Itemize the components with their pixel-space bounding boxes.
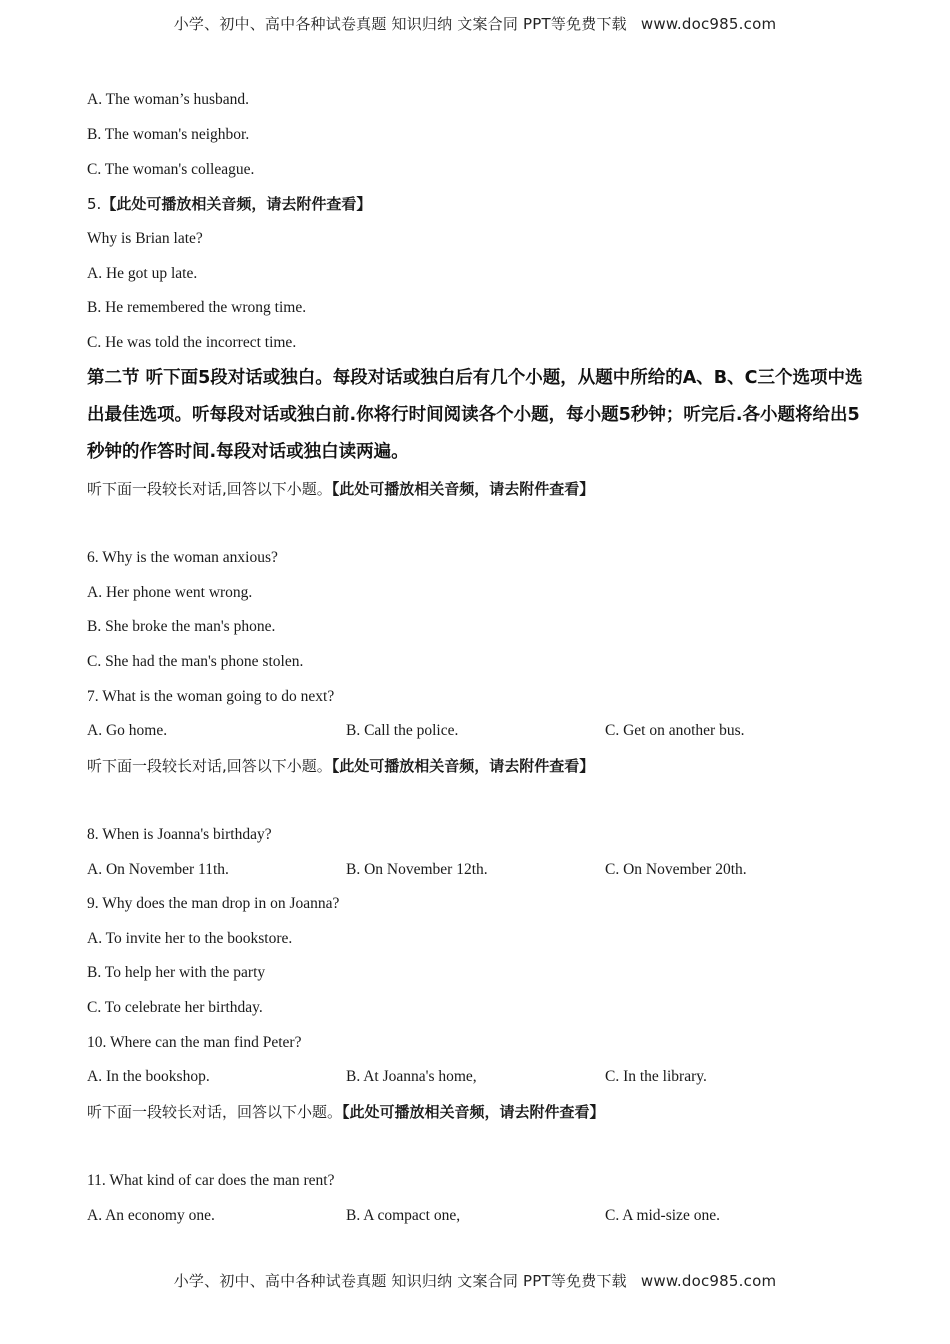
q10-option-b: B. At Joanna's home, xyxy=(346,1068,477,1085)
q5-number: 5. xyxy=(87,195,102,213)
q7-option-a: A. Go home. xyxy=(87,722,168,739)
q7-option-b: B. Call the police. xyxy=(346,722,459,739)
q5-audio-note[interactable]: 【此处可播放相关音频，请去附件查看】 xyxy=(101,195,372,213)
section2-heading: 第二节 听下面5段对话或独白。每段对话或独白后有几个小题，从题中所给的A、B、C三个选项中选出最佳选项。听每段对话或独白前.你将行时间阅读各个小题，每小题5秒钟；听完后.各小题将给出5秒钟的作答时间.每段对话或独白读两遍。 xyxy=(87,368,863,462)
footer-banner xyxy=(0,1270,950,1291)
passage1-audio-note[interactable]: 【此处可播放相关音频，请去附件查看】 xyxy=(331,480,595,498)
q6-option-c: C. She had the man's phone stolen. xyxy=(87,653,304,670)
q8-option-a: A. On November 11th. xyxy=(87,861,229,878)
q6-option-b: B. She broke the man's phone. xyxy=(87,618,276,635)
q8-option-c: C. On November 20th. xyxy=(605,861,747,878)
q9-option-a: A. To invite her to the bookstore. xyxy=(87,930,293,947)
q11-question: 11. What kind of car does the man rent? xyxy=(87,1172,335,1189)
q9-option-b: B. To help her with the party xyxy=(87,964,266,981)
passage2-intro xyxy=(87,756,594,776)
header-banner xyxy=(0,13,950,34)
q11-option-a: A. An economy one. xyxy=(87,1207,215,1224)
q8-question: 8. When is Joanna's birthday? xyxy=(87,826,272,843)
footer-banner-url[interactable]: www.doc985.com xyxy=(640,1272,777,1290)
q4-option-c: C. The woman's colleague. xyxy=(87,161,255,178)
q10-option-c: C. In the library. xyxy=(605,1068,707,1085)
passage1-intro xyxy=(87,479,594,499)
q11-option-b: B. A compact one, xyxy=(346,1207,461,1224)
q9-question: 9. Why does the man drop in on Joanna? xyxy=(87,895,340,912)
banner-text: 小学、初中、高中各种试卷真题 知识归纳 文案合同 PPT等免费下载 xyxy=(173,15,627,33)
passage1-intro-text: 听下面一段较长对话,回答以下小题。 xyxy=(87,480,332,498)
q10-question: 10. Where can the man find Peter? xyxy=(87,1034,302,1051)
q5-option-b: B. He remembered the wrong time. xyxy=(87,299,307,316)
q5-question: Why is Brian late? xyxy=(87,230,203,247)
passage3-intro xyxy=(87,1102,605,1122)
q10-option-a: A. In the bookshop. xyxy=(87,1068,210,1085)
q7-option-c: C. Get on another bus. xyxy=(605,722,745,739)
q9-option-c: C. To celebrate her birthday. xyxy=(87,999,263,1016)
q5-header xyxy=(87,194,371,214)
banner-url[interactable]: www.doc985.com xyxy=(640,15,777,33)
q7-question: 7. What is the woman going to do next? xyxy=(87,688,335,705)
passage2-audio-note[interactable]: 【此处可播放相关音频，请去附件查看】 xyxy=(331,757,595,775)
q4-option-b: B. The woman's neighbor. xyxy=(87,126,250,143)
q6-option-a: A. Her phone went wrong. xyxy=(87,584,253,601)
passage2-intro-text: 听下面一段较长对话,回答以下小题。 xyxy=(87,757,332,775)
q11-option-c: C. A mid-size one. xyxy=(605,1207,720,1224)
q5-option-c: C. He was told the incorrect time. xyxy=(87,334,297,351)
q6-question: 6. Why is the woman anxious? xyxy=(87,549,278,566)
passage3-intro-text: 听下面一段较长对话，回答以下小题。 xyxy=(87,1103,343,1121)
passage3-audio-note[interactable]: 【此处可播放相关音频，请去附件查看】 xyxy=(342,1103,605,1121)
q8-option-b: B. On November 12th. xyxy=(346,861,488,878)
q4-option-a: A. The woman’s husband. xyxy=(87,91,250,108)
q5-option-a: A. He got up late. xyxy=(87,265,198,282)
footer-banner-text: 小学、初中、高中各种试卷真题 知识归纳 文案合同 PPT等免费下载 xyxy=(173,1272,627,1290)
